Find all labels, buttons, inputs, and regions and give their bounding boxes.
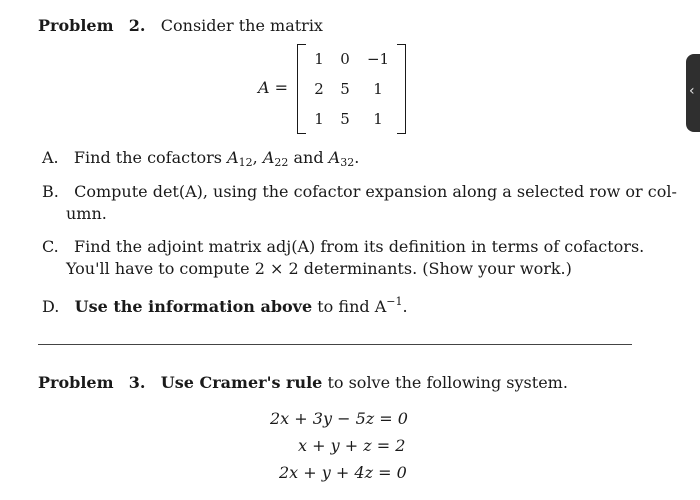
problem-3-label: Problem	[38, 373, 114, 392]
problem-3-text: to solve the following system.	[322, 373, 568, 392]
item-c-line1: Find the adjoint matrix adj(A) from its definition in terms of cofactors.	[74, 237, 645, 256]
problem-2-label: Problem	[38, 16, 114, 35]
problem-2-number: 2.	[128, 16, 146, 35]
cofactor-sub: 32	[340, 156, 355, 169]
equation-3: 2x + y + 4z = 0	[279, 463, 407, 482]
chevron-left-icon: ‹	[689, 83, 695, 99]
matrix-cell: 1	[314, 50, 324, 68]
matrix-cell: 0	[340, 50, 350, 68]
problem-2-intro: Consider the matrix	[160, 16, 323, 35]
equation-2: x + y + z = 2	[298, 436, 406, 455]
matrix-cell: 1	[373, 80, 383, 98]
item-d-bold: Use the information above	[74, 297, 313, 316]
period: .	[402, 297, 408, 316]
separator: and	[288, 148, 329, 167]
matrix-label: A =	[258, 78, 289, 97]
period: .	[354, 148, 360, 167]
problem-3-bold: Use Cramer's rule	[160, 373, 323, 392]
item-d-text: to find A	[312, 297, 387, 316]
matrix-cell: −1	[366, 50, 390, 68]
separator: ,	[252, 148, 263, 167]
item-a	[42, 148, 359, 173]
item-a-text: Find the cofactors	[73, 148, 228, 167]
item-c-line2: You'll have to compute 2 × 2 determinants. (Show your work.)	[66, 259, 572, 278]
item-d	[42, 292, 408, 317]
item-c-letter: C.	[42, 237, 59, 256]
matrix-cell: 5	[340, 80, 350, 98]
inverse-sup: −1	[386, 295, 403, 308]
item-b-letter: B.	[42, 182, 59, 201]
section-divider	[38, 344, 632, 345]
matrix-cell: 2	[314, 80, 324, 98]
matrix-cell: 1	[314, 110, 324, 128]
problem-3-heading	[38, 373, 568, 393]
item-a-letter: A.	[42, 148, 59, 167]
side-panel-tab[interactable]	[686, 54, 700, 132]
problem-2-heading	[38, 16, 323, 36]
item-b-line2: umn.	[66, 204, 107, 223]
matrix-A	[258, 42, 408, 136]
item-b	[42, 182, 677, 202]
item-d-letter: D.	[42, 297, 60, 316]
cofactor-sub: 12	[238, 156, 253, 169]
cofactor-var: A	[227, 148, 239, 167]
cofactor-sub: 22	[274, 156, 289, 169]
matrix-cell: 5	[340, 110, 350, 128]
item-b-line1: Compute det(A), using the cofactor expansion along a selected row or col-	[74, 182, 677, 201]
matrix-right-bracket	[397, 44, 406, 134]
item-c	[42, 237, 644, 257]
equation-1: 2x + 3y − 5z = 0	[270, 409, 408, 428]
matrix-cell: 1	[373, 110, 383, 128]
problem-3-number: 3.	[128, 373, 146, 392]
cofactor-var: A	[262, 148, 275, 167]
cofactor-var: A	[328, 148, 341, 167]
matrix-left-bracket	[297, 44, 306, 134]
